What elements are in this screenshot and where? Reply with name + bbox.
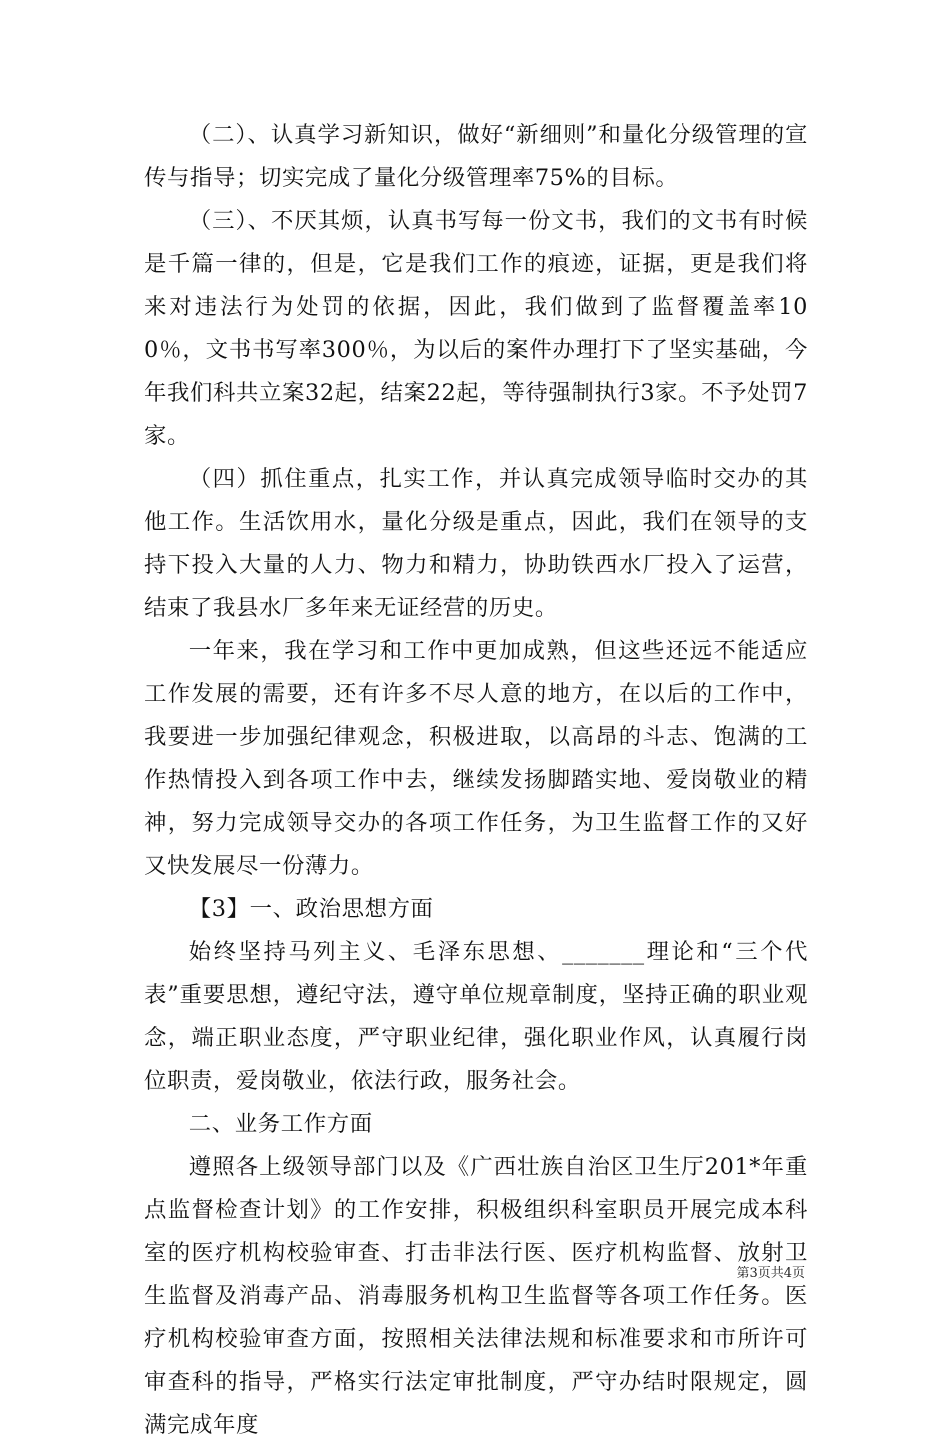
paragraph-section-two: （二）、认真学习新知识，做好“新细则”和量化分级管理的宣传与指导；切实完成了量化分级管理率75%的目标。 — [144, 122, 808, 191]
paragraph-section-four: （四）抓住重点，扎实工作，并认真完成领导临时交办的其他工作。生活饮用水，量化分级是重点，因此，我们在领导的支持下投入大量的人力、物力和精力，协助铁西水厂投入了运营，结束了我县水厂多年来无证经营的历史。 — [144, 466, 808, 621]
heading-business-work: 二、业务工作方面 — [188, 1111, 373, 1137]
document-body — [144, 114, 808, 1447]
paragraph-political-thought: 始终坚持马列主义、毛泽东思想、_______理论和“三个代表”重要思想，遵纪守法，遵守单位规章制度，坚持正确的职业观念，端正职业态度，严守职业纪律，强化职业作风，认真履行岗位职责，爱岗敬业，依法行政，服务社会。 — [144, 939, 808, 1094]
heading-political-thought: 【3】一、政治思想方面 — [188, 896, 434, 922]
paragraph-business-work: 遵照各上级领导部门以及《广西壮族自治区卫生厅201*年重点监督检查计划》的工作安排，积极组织科室职员开展完成本科室的医疗机构校验审查、打击非法行医、医疗机构监督、放射卫生监督及消毒产品、消毒服务机构卫生监督等各项工作任务。医疗机构校验审查方面，按照相关法律法规和标准要求和市所许可审查科的指导，严格实行法定审批制度，严守办结时限规定，圆满完成年度 — [144, 1154, 808, 1438]
page-number-footer: 第3页共4页 — [736, 1266, 805, 1281]
paragraph-section-three: （三）、不厌其烦，认真书写每一份文书，我们的文书有时候是千篇一律的，但是，它是我们工作的痕迹，证据，更是我们将来对违法行为处罚的依据，因此，我们做到了监督覆盖率100％，文书书写率300％，为以后的案件办理打下了坚实基础，今年我们科共立案32起，结案22起，等待强制执行3家。不予处罚7家。 — [144, 208, 808, 449]
paragraph-year-summary: 一年来，我在学习和工作中更加成熟，但这些还远不能适应工作发展的需要，还有许多不尽人意的地方，在以后的工作中，我要进一步加强纪律观念，积极进取，以高昂的斗志、饱满的工作热情投入到各项工作中去，继续发扬脚踏实地、爱岗敬业的精神，努力完成领导交办的各项工作任务，为卫生监督工作的又好又快发展尽一份薄力。 — [144, 638, 808, 879]
